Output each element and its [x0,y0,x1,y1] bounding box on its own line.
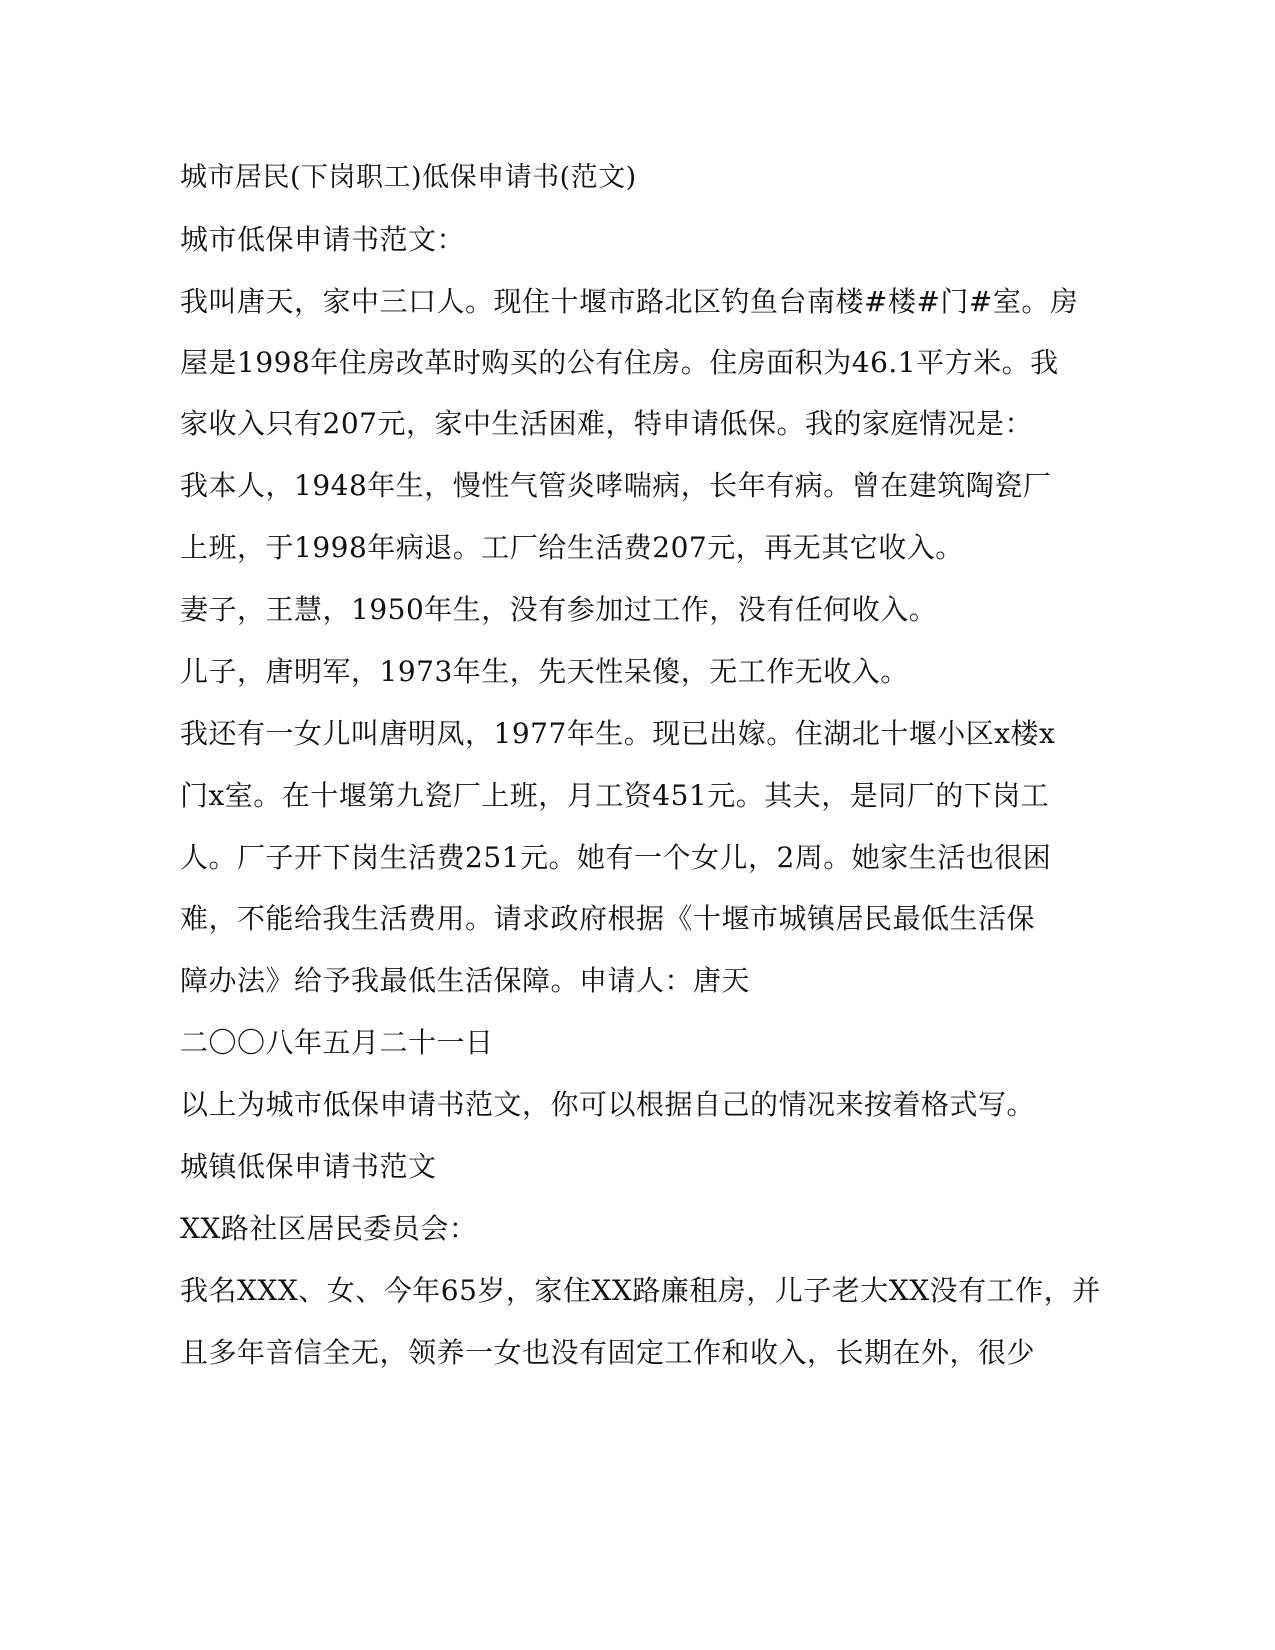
text-line: 儿子，唐明军，1973年生，先天性呆傻，无工作无收入。 [180,655,909,688]
text-line: 屋是1998年住房改革时购买的公有住房。住房面积为46.1平方米。我 [180,346,1059,379]
text-line: 我本人，1948年生，慢性气管炎哮喘病，长年有病。曾在建筑陶瓷厂 [180,469,1052,502]
text-line: 家收入只有207元，家中生活困难，特申请低保。我的家庭情况是： [180,407,1033,440]
text-line: 我名XXX、女、今年65岁，家住XX路廉租房，儿子老大XX没有工作，并 [180,1274,1101,1307]
addressee-line: XX路社区居民委员会： [180,1212,478,1245]
text-line: 门x室。在十堰第九瓷厂上班，月工资451元。其夫，是同厂的下岗工 [180,779,1050,812]
text-line: 以上为城市低保申请书范文，你可以根据自己的情况来按着格式写。 [180,1088,1036,1121]
date-line: 二〇〇八年五月二十一日 [180,1026,494,1059]
text-line: 我还有一女儿叫唐明凤，1977年生。现已出嫁。住湖北十堰小区x楼x [180,717,1056,750]
text-line: 难，不能给我生活费用。请求政府根据《十堰市城镇居民最低生活保 [180,902,1036,935]
section-heading: 城镇低保申请书范文 [180,1150,437,1183]
document-title: 城市居民(下岗职工)低保申请书(范文) [180,162,637,193]
text-line: 人。厂子开下岗生活费251元。她有一个女儿，2周。她家生活也很困 [180,841,1052,874]
text-line: 障办法》给予我最低生活保障。申请人：唐天 [180,964,751,997]
text-line: 我叫唐天，家中三口人。现住十堰市路北区钓鱼台南楼#楼#门#室。房 [180,285,1079,318]
text-line: 且多年音信全无，领养一女也没有固定工作和收入，长期在外，很少 [180,1336,1036,1369]
text-line: 上班，于1998年病退。工厂给生活费207元，再无其它收入。 [180,531,964,564]
text-line: 妻子，王慧，1950年生，没有参加过工作，没有任何收入。 [180,593,938,626]
section-heading: 城市低保申请书范文： [180,223,466,256]
